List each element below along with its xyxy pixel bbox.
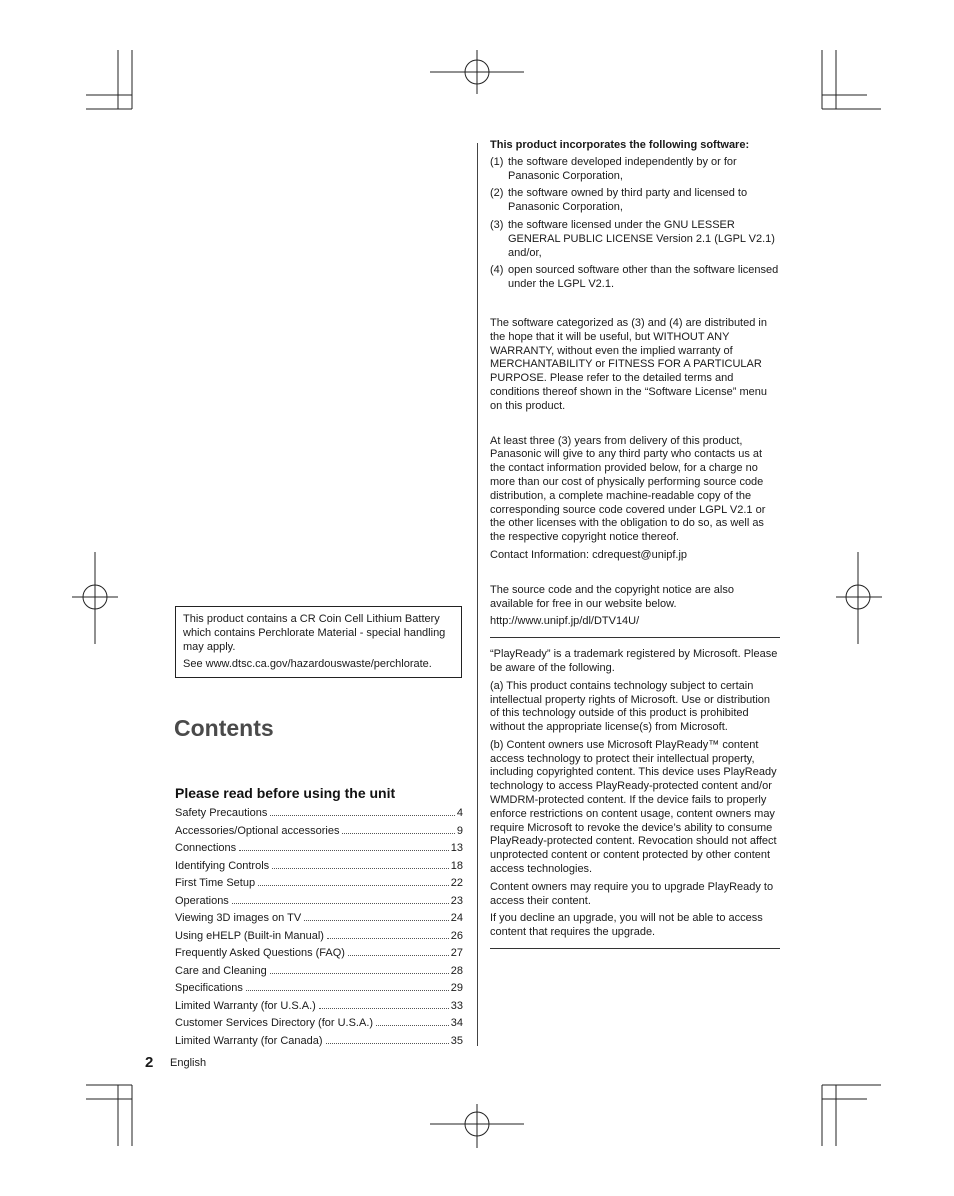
toc-entry[interactable] [175,858,463,876]
software-item-number: (2) [490,187,504,200]
perchlorate-notice-text: This product contains a CR Coin Cell Lithium Battery which contains Perchlorate Material - special handling may apply. [183,613,446,653]
toc-entry-page: 24 [450,912,463,924]
software-item-text: the software licensed under the GNU LESSER GENERAL PUBLIC LICENSE Version 2.1 (LGPL V2.1) and/or, [508,218,775,259]
toc-leader [342,833,454,834]
software-item-number: (3) [490,218,504,231]
toc-entry-page: 18 [450,859,463,872]
website-paragraph: The source code and the copyright notice are also available for free in our website below. [490,583,734,610]
toc-entry-page: 34 [450,1017,463,1029]
toc-entry-page: 27 [450,947,463,959]
toc-entry[interactable] [175,1033,463,1051]
toc-entry-page: 33 [450,999,463,1012]
toc-entry-page: 29 [450,982,463,994]
software-item-text: the software developed independently by or for Panasonic Corporation, [508,155,737,182]
playready-clause-a: (a) This product contains technology subject to certain intellectual property rights of Microsoft. Use or distribution of this technology outside of this product is prohibited without the appropriate license(s) from Microsoft. [490,679,771,734]
registration-mark-top [428,48,526,96]
section-divider [490,948,780,949]
software-list-item [490,219,780,260]
warranty-paragraph: The software categorized as (3) and (4) are distributed in the hope that it will be useful, but WITHOUT ANY WARRANTY, without even the implied warranty of MERCHANTABILITY or FITNESS FOR A PARTICULAR PURPOSE. Please refer to the detailed terms and conditions thereof shown in the “Software License” menu on this product. [490,316,767,412]
software-list-item [490,156,780,184]
language-label: English [170,1057,207,1069]
toc-entry-title: Operations [175,894,229,907]
toc-entry-page: 28 [450,964,463,977]
playready-upgrade: Content owners may require you to upgrade PlayReady to access their content. [490,880,774,907]
toc-leader [239,850,449,851]
contents-title: Contents [174,715,274,741]
toc-entry[interactable] [175,875,463,893]
perchlorate-notice-link: See www.dtsc.ca.gov/hazardouswaste/perchlorate. [183,658,432,670]
toc-entry-title: Safety Precautions [175,807,268,819]
toc-entry[interactable] [175,945,463,963]
crop-mark-top-right [815,45,885,115]
toc-entry[interactable] [175,998,463,1016]
toc-entry-page: 22 [450,877,463,889]
toc-entry-title: Identifying Controls [175,859,270,872]
toc-entry-page: 9 [456,824,463,837]
toc-entry-page: 23 [450,894,463,907]
toc-leader [304,920,449,921]
registration-mark-bottom [428,1102,526,1150]
playready-decline: If you decline an upgrade, you will not be able to access content that requires the upgrade. [490,912,763,939]
toc-entry-title: Specifications [175,982,243,994]
playready-clause-b: (b) Content owners use Microsoft PlayReady™ content access technology to protect their intellectual property, including copyrighted content. This device uses PlayReady technology to access PlayReady-protected content and/or WMDRM-protected content. If the device fails to properly enforce restrictions on content usage, content owners may require Microsoft to revoke the device’s ability to consume PlayReady-protected content. Revocation should not affect unprotected content or content protected by other content access technologies. [490,738,777,876]
toc-entry-title: Viewing 3D images on TV [175,912,302,924]
toc-entry-title: Connections [175,842,237,854]
toc-entry[interactable] [175,840,463,858]
toc-entry-page: 35 [450,1034,463,1047]
toc-entry[interactable] [175,910,463,928]
toc-entry-page: 26 [450,929,463,942]
toc-leader [246,990,449,991]
page-number: 2 [145,1054,154,1071]
toc-leader [326,1043,449,1044]
table-of-contents [175,805,463,1050]
playready-intro: “PlayReady” is a trademark registered by Microsoft. Please be aware of the following. [490,648,778,674]
column-divider [477,143,478,1046]
toc-entry[interactable] [175,805,463,823]
toc-entry[interactable] [175,980,463,998]
toc-entry-title: Limited Warranty (for U.S.A.) [175,999,316,1012]
toc-leader [258,885,449,886]
toc-leader [270,973,449,974]
download-url[interactable]: http://www.unipf.jp/dl/DTV14U/ [490,615,640,628]
toc-leader [270,815,455,816]
toc-entry[interactable] [175,963,463,981]
toc-leader [272,868,449,869]
toc-entry-title: Using eHELP (Built-in Manual) [175,929,324,942]
registration-mark-left [70,550,120,646]
toc-entry-page: 4 [456,807,463,819]
toc-entry-title: Frequently Asked Questions (FAQ) [175,947,345,959]
toc-leader [232,903,449,904]
software-item-text: the software owned by third party and licensed to Panasonic Corporation, [508,187,748,214]
source-code-paragraph: At least three (3) years from delivery of this product, Panasonic will give to any third party who contacts us at the contact information provided below, for a charge no more than our cost of physically performing source code distribution, a complete machine-readable copy of the corresponding source code covered under LGPL V2.1 or the other licenses with the obligation to do so, as well as the respective copyright notice thereof. [490,434,766,544]
toc-entry[interactable] [175,928,463,946]
software-list-item [490,187,780,215]
toc-entry-title: Accessories/Optional accessories [175,824,340,837]
toc-entry[interactable] [175,893,463,911]
toc-leader [348,955,449,956]
software-list-item [490,264,780,292]
software-item-number: (4) [490,264,504,277]
crop-mark-bottom-left [70,1080,140,1150]
toc-leader [376,1025,449,1026]
contact-information: Contact Information: cdrequest@unipf.jp [490,548,688,561]
software-notice-column [490,139,780,959]
toc-leader [327,938,449,939]
toc-entry-page: 13 [450,842,463,854]
toc-entry-title: Care and Cleaning [175,964,267,977]
software-item-number: (1) [490,155,504,168]
software-heading: This product incorporates the following software: [490,139,750,151]
perchlorate-notice-box [175,606,462,678]
toc-entry[interactable] [175,1015,463,1033]
toc-leader [319,1008,449,1009]
section-divider [490,637,780,638]
toc-entry-title: Limited Warranty (for Canada) [175,1034,323,1047]
software-list [490,156,780,292]
toc-entry[interactable] [175,823,463,841]
crop-mark-bottom-right [815,1080,885,1150]
crop-mark-top-left [70,45,140,115]
software-item-text: open sourced software other than the software licensed under the LGPL V2.1. [508,264,779,291]
toc-entry-title: First Time Setup [175,877,256,889]
toc-section-heading: Please read before using the unit [175,785,396,801]
toc-entry-title: Customer Services Directory (for U.S.A.) [175,1017,374,1029]
registration-mark-right [834,550,884,646]
